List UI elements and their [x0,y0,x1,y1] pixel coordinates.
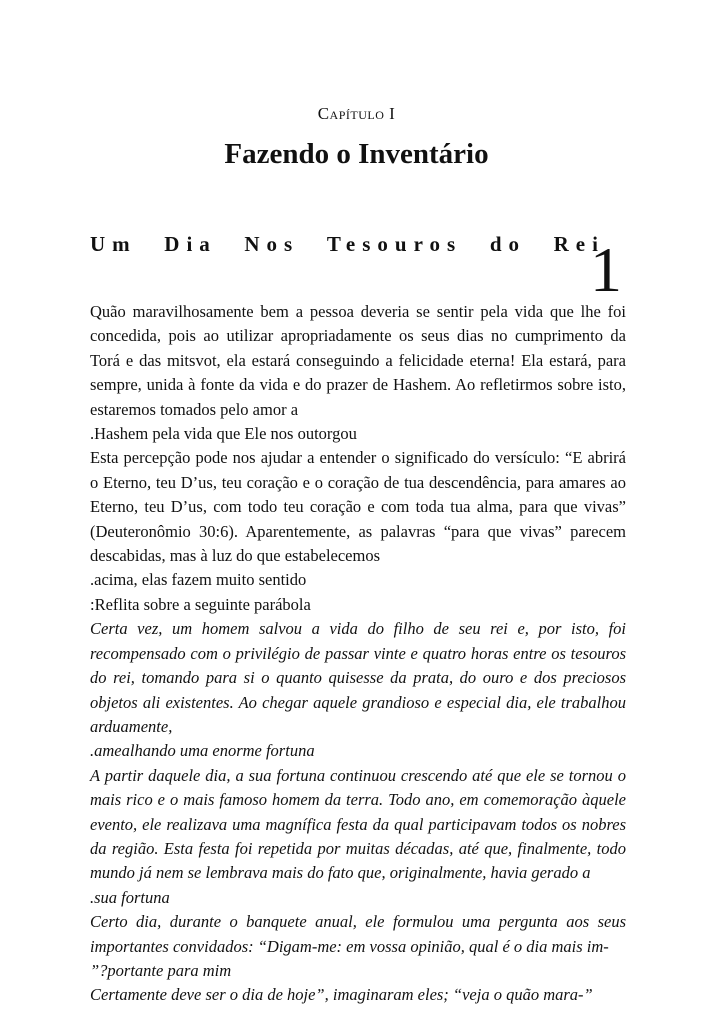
paragraph: Certa vez, um homem salvou a vida do filho de seu rei e, por isto, foi recompensado com o privilégio de passar vinte e quatro horas entre os tesouros do rei, tomando para si o quanto quisesse da prata, do ouro e dos preciosos objetos ali existentes. Ao chegar aquele grandioso e especial dia, ele trabalhou arduamente, [90,619,626,736]
paragraph: Certo dia, durante o banquete anual, ele formulou uma pergunta aos seus importantes convidados: “Digam-me: em vossa opinião, qual é o dia mais im- [90,912,626,956]
paragraph: Certamente deve ser o dia de hoje”, imaginaram eles; “veja o quão mara-” [90,985,593,1005]
chapter-title: Fazendo o Inventário [224,138,489,170]
paragraph: .sua fortuna [90,887,170,907]
heading-word: Um [90,232,137,256]
body-text [90,300,626,1008]
heading-word: Dia [164,232,217,256]
heading-word: Tesouros [326,232,463,256]
heading-word: Nos [244,232,300,256]
heading-word: Rei [553,232,605,256]
chapter-number: 1 [590,234,622,305]
paragraph: :Reflita sobre a seguinte parábola [90,594,311,614]
paragraph: Esta percepção pode nos ajudar a entender o significado do versículo: “E abrirá o Eterno, teu D’us, teu coração e o coração de tua descendência, para amares ao Eterno, teu D’us, com todo teu coração e com toda tua alma, para que vivas” (Deuteronômio 30:6). Aparentemente, as palavras “para que vivas” parecem descabidas, mas à luz do que estabelecemos [90,448,626,566]
heading-word: do [489,232,527,256]
paragraph: .acima, elas fazem muito sentido [90,570,307,590]
paragraph: Quão maravilhosamente bem a pessoa deveria se sentir pela vida que lhe foi concedida, pois ao utilizar apropriadamente os seus dias no cumprimento da Torá e das mitsvot, ela estará conseguindo a felicidade eterna! Ela estará, para sempre, unida à fonte da vida e do prazer de Hashem. Ao refletirmos sobre isto, estaremos tomados pelo amor a [90,302,626,419]
paragraph: .Hashem pela vida que Ele nos outorgou [90,424,357,444]
paragraph: .amealhando uma enorme fortuna [90,741,315,761]
paragraph: A partir daquele dia, a sua fortuna continuou crescendo até que ele se tornou o mais rico e o mais famoso homem da terra. Todo ano, em comemoração àquele evento, ele realizava uma magnífica festa da qual participavam todos os nobres da região. Esta festa foi repetida por muitas décadas, até que, finalmente, todo mundo já nem se lembrava mais do fato que, originalmente, havia gerado a [90,765,626,883]
paragraph: ”?portante para mim [90,960,232,980]
section-heading [90,232,605,257]
chapter-label: Capítulo I [317,104,396,123]
